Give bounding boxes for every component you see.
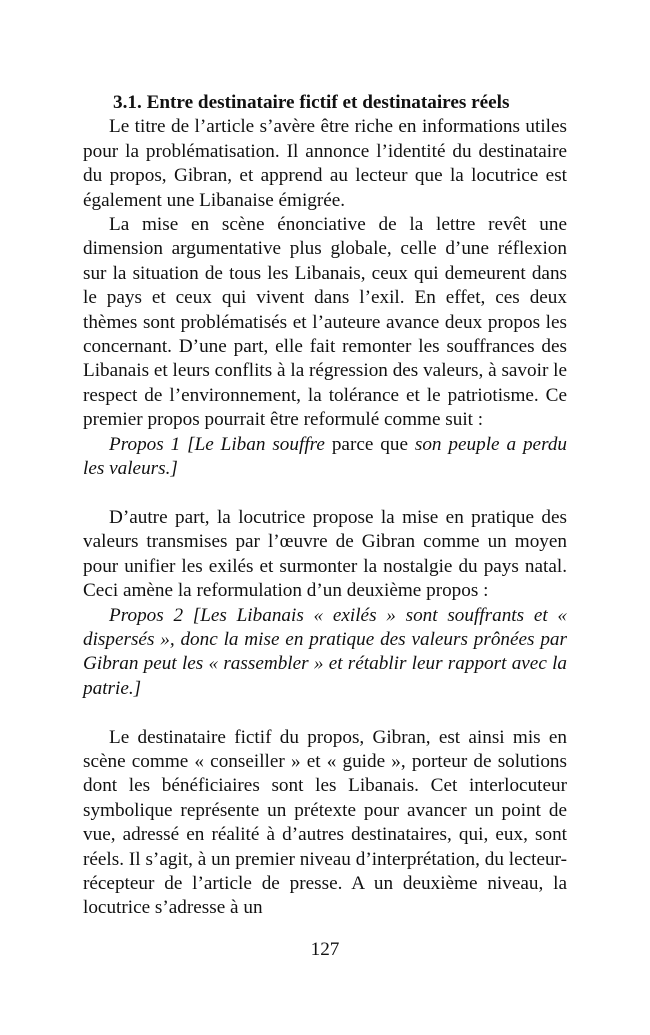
- propos-1-connector: parce que: [324, 433, 415, 455]
- paragraph-gap: [83, 701, 567, 725]
- paragraph-fictive-addressee: Le destinataire fictif du propos, Gibran, est ainsi mis en scène comme « conseiller » et « guide », porteur de solutions dont les bénéficiaires sont les Libanais. Cet interlocuteur symbolique représente un prétexte pour avancer un point de vue, adressé en réalité à d’autres destinataires, qui, eux, sont réels. Il s’agit, à un premier niveau d’interprétation, du lecteur-récepteur de l’article de presse. A un deuxième niveau, la locutrice s’adresse à un: [83, 726, 567, 919]
- page-body: [83, 91, 567, 921]
- propos-2: Propos 2 [Les Libanais « exilés » sont souffrants et « dispersés », donc la mise en pratique des valeurs prônées par Gibran peut les « rassembler » et rétablir leur rapport avec la patrie.]: [83, 604, 567, 699]
- propos-1-part-a: Propos 1 [Le Liban souffre: [109, 433, 325, 455]
- paragraph-gap: [83, 482, 567, 506]
- propos-1: [83, 433, 567, 482]
- page-number: 127: [310, 939, 340, 960]
- section-heading: 3.1. Entre destinataire fictif et destinataires réels: [113, 92, 510, 113]
- paragraph-enunciative-staging: La mise en scène énonciative de la lettre revêt une dimension argumentative plus globale, celle d’une réflexion sur la situation de tous les Libanais, ceux qui demeurent dans le pays et ceux qui vivent dans l’exil. En effet, ces deux thèmes sont problématisés et l’auteure avance deux propos les concernant. D’une part, elle fait remonter les souffrances des Libanais et leurs conflits à la régression des valeurs, à savoir le respect de l’environnement, la tolérance et le patriotisme. Ce premier propos pourrait être reformulé comme suit :: [83, 214, 567, 431]
- propos-1-part-c: son peuple a perdu les valeurs.]: [83, 433, 568, 480]
- paragraph-gibran-values: D’autre part, la locutrice propose la mise en pratique des valeurs transmises par l’œuvre de Gibran comme un moyen pour unifier les exilés et surmonter la nostalgie du pays natal. Ceci amène la reformulation d’un deuxième propos :: [83, 506, 567, 602]
- paragraph-title-analysis: Le titre de l’article s’avère être riche en informations utiles pour la problématisation. Il annonce l’identité du destinataire du propos, Gibran, et apprend au lecteur que la locutrice est également une Libanaise émigrée.: [83, 116, 567, 211]
